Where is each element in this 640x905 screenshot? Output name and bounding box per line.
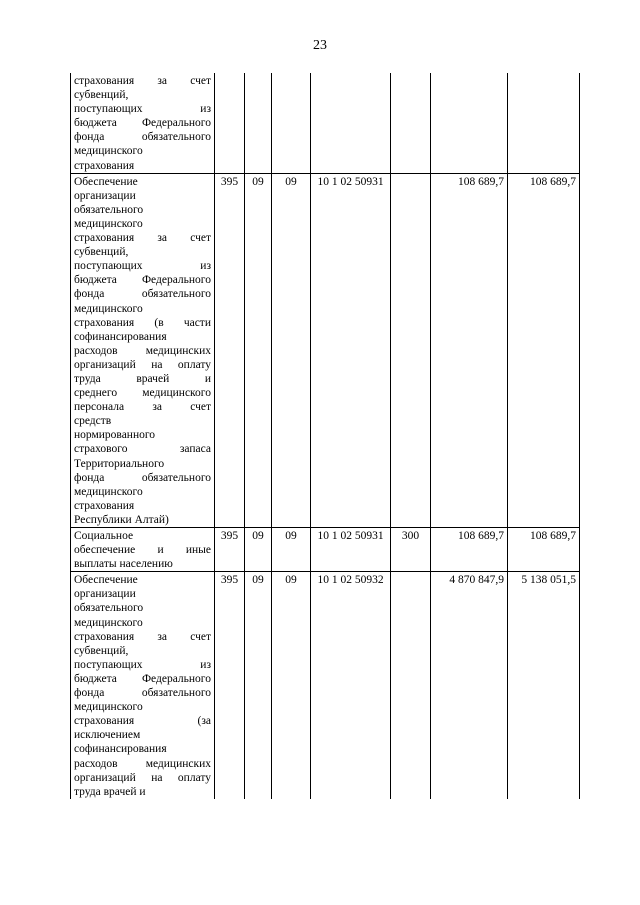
name-line: фонда обязательного (74, 131, 211, 144)
amount-year1-cell (431, 73, 508, 173)
name-line: расходов медицинских (74, 757, 211, 770)
name-line: Обеспечение (74, 175, 138, 188)
table-body (71, 73, 580, 799)
name-line: расходов медицинских (74, 344, 211, 357)
name-line: софинансирования (74, 330, 167, 343)
name-line: бюджета Федерального (74, 672, 211, 685)
name-line: обязательного (74, 203, 144, 216)
amount-year1-cell: 108 689,7 (431, 528, 508, 572)
table-row (71, 528, 580, 572)
amount-year2-cell: 5 138 051,5 (508, 572, 580, 799)
name-line: организаций на оплату (74, 771, 211, 784)
name-line: фонда обязательного (74, 687, 211, 700)
admin-code-cell: 395 (215, 173, 245, 527)
target-article-cell: 10 1 02 50931 (311, 173, 391, 527)
name-line: исключением (74, 729, 141, 742)
section-cell: 09 (245, 572, 272, 799)
amount-year2-cell: 108 689,7 (508, 173, 580, 527)
name-line: организации (74, 189, 136, 202)
expense-name-cell (71, 173, 215, 527)
name-line: субвенций, (74, 644, 129, 657)
name-line: выплаты населению (74, 558, 173, 571)
name-line: средств (74, 415, 112, 428)
name-line: бюджета Федерального (74, 274, 211, 287)
table-row (71, 73, 580, 173)
name-line: поступающих из (74, 658, 211, 671)
name-line: страхования (74, 499, 135, 512)
name-line: Обеспечение (74, 574, 138, 587)
name-line: медицинского (74, 701, 143, 714)
section-cell: 09 (245, 528, 272, 572)
name-line: страхования за счет (74, 232, 211, 245)
name-line: субвенций, (74, 89, 129, 102)
name-line: Социальное (74, 530, 134, 542)
target-article-cell: 10 1 02 50932 (311, 572, 391, 799)
subsection-cell (272, 73, 311, 173)
amount-year1-cell: 4 870 847,9 (431, 572, 508, 799)
budget-table (70, 73, 580, 799)
name-line: обеспечение и иные (74, 544, 211, 557)
page-number: 23 (313, 38, 327, 53)
name-line: субвенций, (74, 246, 129, 259)
name-line: поступающих из (74, 260, 211, 273)
admin-code-cell: 395 (215, 528, 245, 572)
name-line: среднего медицинского (74, 387, 211, 400)
name-line: софинансирования (74, 743, 167, 756)
name-line: страхования (за (74, 715, 211, 728)
name-line: страхования (в части (74, 316, 211, 329)
name-line: труда врачей и (74, 372, 211, 385)
name-line: медицинского (74, 145, 143, 158)
expense-type-cell: 300 (391, 528, 431, 572)
section-cell (245, 73, 272, 173)
expense-name-cell (71, 572, 215, 799)
name-line: фонда обязательного (74, 471, 211, 484)
subsection-cell: 09 (272, 572, 311, 799)
name-line: медицинского (74, 616, 143, 629)
target-article-cell (311, 73, 391, 173)
name-line: поступающих из (74, 103, 211, 116)
name-line: организаций на оплату (74, 358, 211, 371)
amount-year2-cell (508, 73, 580, 173)
name-line: страхового запаса (74, 443, 211, 456)
admin-code-cell (215, 73, 245, 173)
name-line: медицинского (74, 485, 143, 498)
name-line: Республики Алтай) (74, 513, 169, 526)
name-line: труда врачей и (74, 785, 146, 798)
amount-year1-cell: 108 689,7 (431, 173, 508, 527)
amount-year2-cell: 108 689,7 (508, 528, 580, 572)
expense-type-cell (391, 73, 431, 173)
admin-code-cell: 395 (215, 572, 245, 799)
name-line: фонда обязательного (74, 288, 211, 301)
target-article-cell: 10 1 02 50931 (311, 528, 391, 572)
subsection-cell: 09 (272, 173, 311, 527)
name-line: Территориального (74, 457, 165, 470)
expense-name-cell (71, 73, 215, 173)
subsection-cell: 09 (272, 528, 311, 572)
name-line: обязательного (74, 602, 144, 615)
expense-type-cell (391, 173, 431, 527)
name-line: медицинского (74, 302, 143, 315)
name-line: персонала за счет (74, 401, 211, 414)
name-line: организации (74, 588, 136, 601)
table-row (71, 173, 580, 527)
table-row (71, 572, 580, 799)
name-line: медицинского (74, 217, 143, 230)
name-line: страхования за счет (74, 75, 211, 87)
expense-name-cell (71, 528, 215, 572)
section-cell: 09 (245, 173, 272, 527)
name-line: страхования за счет (74, 630, 211, 643)
expense-type-cell (391, 572, 431, 799)
name-line: бюджета Федерального (74, 117, 211, 130)
name-line: страхования (74, 159, 135, 172)
name-line: нормированного (74, 429, 156, 442)
